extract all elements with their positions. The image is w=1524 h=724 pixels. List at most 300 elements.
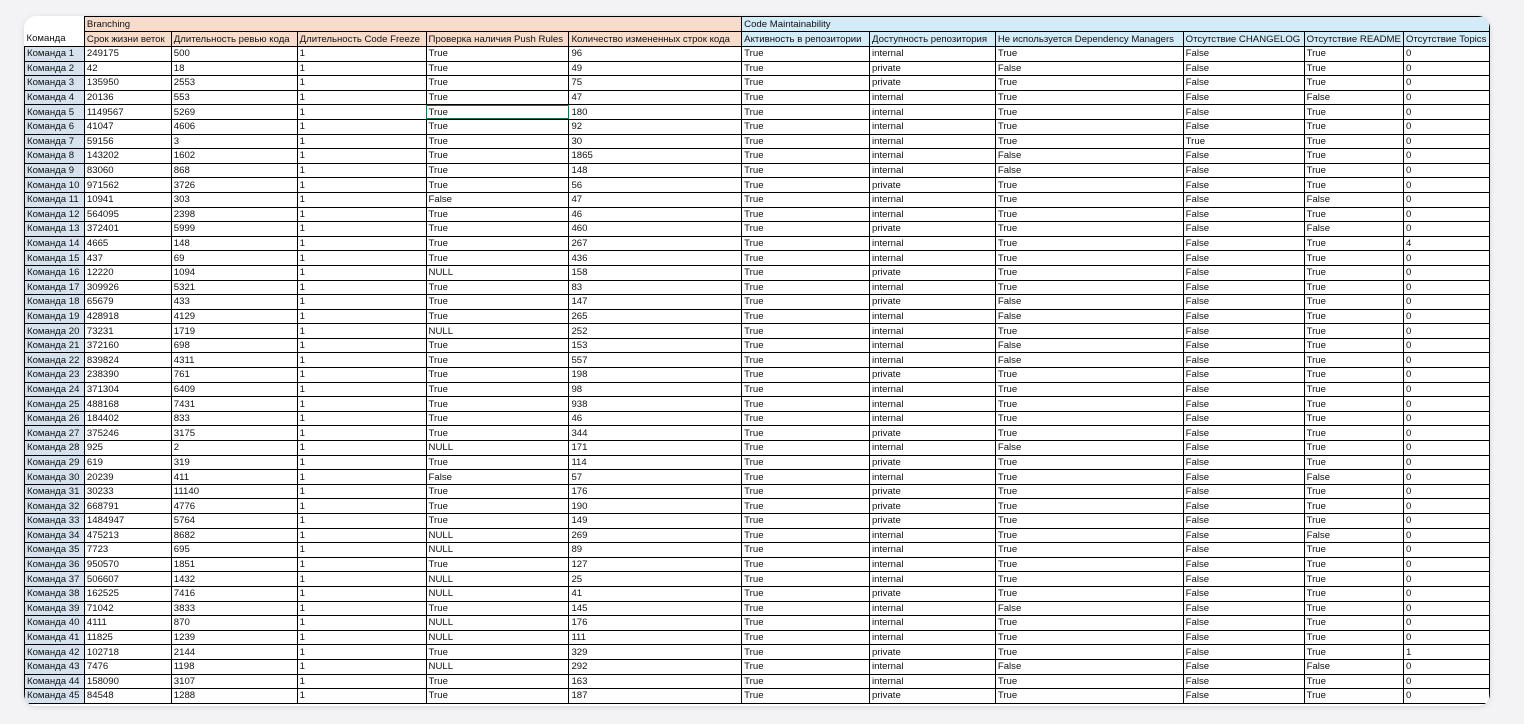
column-header[interactable]: Активность в репозитории — [742, 32, 870, 47]
table-cell[interactable]: True — [1304, 251, 1403, 266]
table-cell[interactable]: False — [1183, 338, 1304, 353]
table-cell[interactable]: 148 — [569, 163, 742, 178]
team-name-cell[interactable]: Команда 21 — [25, 338, 85, 353]
table-cell[interactable]: False — [1183, 514, 1304, 529]
table-cell[interactable]: 0 — [1403, 528, 1489, 543]
table-cell[interactable]: 1 — [297, 426, 426, 441]
table-cell[interactable]: NULL — [426, 528, 569, 543]
table-cell[interactable]: 698 — [171, 338, 297, 353]
table-cell[interactable]: True — [1304, 674, 1403, 689]
table-cell[interactable]: 1 — [297, 455, 426, 470]
team-name-cell[interactable]: Команда 38 — [25, 586, 85, 601]
table-cell[interactable]: True — [995, 426, 1183, 441]
table-cell[interactable]: False — [1304, 222, 1403, 237]
table-cell[interactable]: 1 — [297, 265, 426, 280]
table-cell[interactable]: 83060 — [84, 163, 171, 178]
table-cell[interactable]: True — [742, 353, 870, 368]
table-cell[interactable]: True — [1304, 163, 1403, 178]
table-cell[interactable]: 42 — [84, 61, 171, 76]
table-cell[interactable]: 1 — [297, 251, 426, 266]
table-cell[interactable]: 564095 — [84, 207, 171, 222]
table-cell[interactable]: 69 — [171, 251, 297, 266]
table-cell[interactable]: 162525 — [84, 586, 171, 601]
table-cell[interactable]: 0 — [1403, 47, 1489, 62]
table-cell[interactable]: True — [1304, 484, 1403, 499]
team-name-cell[interactable]: Команда 45 — [25, 689, 85, 704]
table-cell[interactable]: True — [1304, 543, 1403, 558]
table-cell[interactable]: 0 — [1403, 90, 1489, 105]
table-cell[interactable]: 158090 — [84, 674, 171, 689]
table-cell[interactable]: private — [870, 586, 996, 601]
table-cell[interactable]: True — [995, 586, 1183, 601]
column-header[interactable]: Отсутствие README — [1304, 32, 1403, 47]
table-cell[interactable]: True — [426, 397, 569, 412]
table-cell[interactable]: True — [742, 324, 870, 339]
table-cell[interactable]: 1 — [297, 90, 426, 105]
team-name-cell[interactable]: Команда 27 — [25, 426, 85, 441]
table-cell[interactable]: True — [426, 514, 569, 529]
column-header[interactable]: Отсутствие Topics — [1403, 32, 1489, 47]
table-cell[interactable]: 1602 — [171, 149, 297, 164]
table-cell[interactable]: True — [995, 382, 1183, 397]
table-cell[interactable]: 11825 — [84, 630, 171, 645]
table-cell[interactable]: True — [742, 280, 870, 295]
table-cell[interactable]: 59156 — [84, 134, 171, 149]
table-cell[interactable]: internal — [870, 441, 996, 456]
table-cell[interactable]: True — [995, 178, 1183, 193]
table-cell[interactable]: True — [742, 572, 870, 587]
table-cell[interactable]: 12220 — [84, 265, 171, 280]
table-cell[interactable]: 1 — [297, 674, 426, 689]
table-cell[interactable]: 1 — [297, 76, 426, 91]
team-name-cell[interactable]: Команда 42 — [25, 645, 85, 660]
team-name-cell[interactable]: Команда 23 — [25, 368, 85, 383]
team-name-cell[interactable]: Команда 15 — [25, 251, 85, 266]
table-cell[interactable]: internal — [870, 353, 996, 368]
team-name-cell[interactable]: Команда 25 — [25, 397, 85, 412]
table-cell[interactable]: True — [1304, 178, 1403, 193]
table-cell[interactable]: True — [995, 397, 1183, 412]
table-cell[interactable]: 84548 — [84, 689, 171, 704]
table-cell[interactable]: 553 — [171, 90, 297, 105]
table-cell[interactable]: False — [1183, 61, 1304, 76]
table-cell[interactable]: True — [1304, 76, 1403, 91]
team-name-cell[interactable]: Команда 43 — [25, 659, 85, 674]
table-cell[interactable]: internal — [870, 149, 996, 164]
table-cell[interactable]: 1 — [297, 572, 426, 587]
table-cell[interactable]: True — [995, 514, 1183, 529]
table-cell[interactable]: NULL — [426, 586, 569, 601]
table-cell[interactable]: 761 — [171, 368, 297, 383]
table-cell[interactable]: 371304 — [84, 382, 171, 397]
team-name-cell[interactable]: Команда 17 — [25, 280, 85, 295]
table-cell[interactable]: 1 — [297, 645, 426, 660]
table-cell[interactable]: False — [995, 163, 1183, 178]
table-cell[interactable]: 3726 — [171, 178, 297, 193]
table-cell[interactable]: 0 — [1403, 586, 1489, 601]
table-cell[interactable]: True — [1304, 134, 1403, 149]
table-cell[interactable]: True — [995, 557, 1183, 572]
team-name-cell[interactable]: Команда 41 — [25, 630, 85, 645]
table-cell[interactable]: internal — [870, 630, 996, 645]
table-cell[interactable]: True — [1304, 514, 1403, 529]
table-cell[interactable]: 20239 — [84, 470, 171, 485]
table-cell[interactable]: True — [1304, 645, 1403, 660]
table-cell[interactable]: 238390 — [84, 368, 171, 383]
team-name-cell[interactable]: Команда 39 — [25, 601, 85, 616]
table-cell[interactable]: 0 — [1403, 470, 1489, 485]
table-cell[interactable]: 41047 — [84, 119, 171, 134]
table-cell[interactable]: False — [995, 61, 1183, 76]
table-cell[interactable]: 971562 — [84, 178, 171, 193]
table-cell[interactable]: 0 — [1403, 455, 1489, 470]
table-cell[interactable]: 265 — [569, 309, 742, 324]
table-cell[interactable]: True — [995, 484, 1183, 499]
table-cell[interactable]: True — [426, 674, 569, 689]
table-cell[interactable]: 4606 — [171, 119, 297, 134]
table-cell[interactable]: False — [1183, 90, 1304, 105]
table-cell[interactable]: True — [742, 119, 870, 134]
team-name-cell[interactable]: Команда 40 — [25, 616, 85, 631]
table-cell[interactable]: True — [1304, 338, 1403, 353]
table-cell[interactable]: True — [426, 295, 569, 310]
table-cell[interactable]: 0 — [1403, 382, 1489, 397]
column-header[interactable]: Длительность ревью кода — [171, 32, 297, 47]
table-cell[interactable]: 149 — [569, 514, 742, 529]
team-name-cell[interactable]: Команда 26 — [25, 411, 85, 426]
table-cell[interactable]: 180 — [569, 105, 742, 120]
table-cell[interactable]: False — [1183, 280, 1304, 295]
table-cell[interactable]: 1 — [297, 470, 426, 485]
table-cell[interactable]: 1 — [297, 192, 426, 207]
table-cell[interactable]: 1865 — [569, 149, 742, 164]
table-cell[interactable]: False — [1183, 265, 1304, 280]
table-cell[interactable]: True — [426, 455, 569, 470]
table-cell[interactable]: False — [1183, 674, 1304, 689]
table-cell[interactable]: 375246 — [84, 426, 171, 441]
table-cell[interactable]: True — [426, 645, 569, 660]
table-cell[interactable]: private — [870, 689, 996, 704]
table-cell[interactable]: True — [742, 368, 870, 383]
table-cell[interactable]: 1 — [297, 616, 426, 631]
table-cell[interactable]: True — [426, 61, 569, 76]
table-cell[interactable]: 0 — [1403, 674, 1489, 689]
team-name-cell[interactable]: Команда 14 — [25, 236, 85, 251]
table-cell[interactable]: 0 — [1403, 659, 1489, 674]
team-name-cell[interactable]: Команда 37 — [25, 572, 85, 587]
table-cell[interactable]: 1 — [1403, 645, 1489, 660]
table-cell[interactable]: 145 — [569, 601, 742, 616]
table-cell[interactable]: 1 — [297, 61, 426, 76]
table-cell[interactable]: 171 — [569, 441, 742, 456]
table-cell[interactable]: 25 — [569, 572, 742, 587]
table-cell[interactable]: 1 — [297, 119, 426, 134]
table-cell[interactable]: 127 — [569, 557, 742, 572]
table-cell[interactable]: True — [742, 251, 870, 266]
table-cell[interactable]: 147 — [569, 295, 742, 310]
table-cell[interactable]: False — [1183, 119, 1304, 134]
table-cell[interactable]: False — [1183, 426, 1304, 441]
table-cell[interactable]: False — [1183, 616, 1304, 631]
table-cell[interactable]: 1 — [297, 105, 426, 120]
table-cell[interactable]: True — [1304, 455, 1403, 470]
table-cell[interactable]: private — [870, 368, 996, 383]
table-cell[interactable]: internal — [870, 105, 996, 120]
table-cell[interactable]: 47 — [569, 192, 742, 207]
table-cell[interactable]: 619 — [84, 455, 171, 470]
table-cell[interactable]: 4776 — [171, 499, 297, 514]
table-cell[interactable]: True — [426, 411, 569, 426]
table-cell[interactable]: 372160 — [84, 338, 171, 353]
group-code-maintainability[interactable]: Code Maintainability — [742, 17, 1490, 32]
table-cell[interactable]: 4129 — [171, 309, 297, 324]
table-cell[interactable]: internal — [870, 134, 996, 149]
table-cell[interactable]: True — [426, 499, 569, 514]
table-cell[interactable]: False — [1183, 528, 1304, 543]
table-cell[interactable]: True — [742, 149, 870, 164]
table-cell[interactable]: 73231 — [84, 324, 171, 339]
table-cell[interactable]: 1 — [297, 557, 426, 572]
table-cell[interactable]: 1 — [297, 630, 426, 645]
table-cell[interactable]: 249175 — [84, 47, 171, 62]
table-cell[interactable]: 4665 — [84, 236, 171, 251]
table-cell[interactable]: True — [426, 689, 569, 704]
table-cell[interactable]: 190 — [569, 499, 742, 514]
table-cell[interactable]: True — [742, 411, 870, 426]
table-cell[interactable]: False — [995, 601, 1183, 616]
table-cell[interactable]: 0 — [1403, 192, 1489, 207]
table-cell[interactable]: True — [742, 397, 870, 412]
table-cell[interactable]: True — [1304, 586, 1403, 601]
column-header[interactable]: Срок жизни веток — [84, 32, 171, 47]
table-cell[interactable]: True — [426, 601, 569, 616]
table-cell[interactable]: 75 — [569, 76, 742, 91]
table-cell[interactable]: True — [426, 178, 569, 193]
table-cell[interactable]: 4311 — [171, 353, 297, 368]
table-cell[interactable]: True — [995, 543, 1183, 558]
table-cell[interactable]: internal — [870, 90, 996, 105]
table-cell[interactable]: True — [995, 499, 1183, 514]
table-cell[interactable]: True — [426, 222, 569, 237]
table-cell[interactable]: 1 — [297, 382, 426, 397]
table-cell[interactable]: 506607 — [84, 572, 171, 587]
table-cell[interactable]: 57 — [569, 470, 742, 485]
team-name-cell[interactable]: Команда 2 — [25, 61, 85, 76]
table-cell[interactable]: True — [426, 236, 569, 251]
table-cell[interactable]: True — [742, 47, 870, 62]
table-cell[interactable]: 1 — [297, 163, 426, 178]
table-cell[interactable]: 0 — [1403, 411, 1489, 426]
table-cell[interactable]: True — [995, 236, 1183, 251]
table-cell[interactable]: False — [1183, 659, 1304, 674]
table-cell[interactable]: 83 — [569, 280, 742, 295]
table-cell[interactable]: False — [1183, 178, 1304, 193]
table-cell[interactable]: False — [1183, 76, 1304, 91]
table-cell[interactable]: 0 — [1403, 514, 1489, 529]
table-cell[interactable]: private — [870, 514, 996, 529]
table-cell[interactable]: False — [1183, 484, 1304, 499]
table-cell[interactable]: 1 — [297, 411, 426, 426]
table-cell[interactable]: True — [1304, 601, 1403, 616]
table-cell[interactable]: 0 — [1403, 163, 1489, 178]
table-cell[interactable]: 1 — [297, 499, 426, 514]
table-cell[interactable]: internal — [870, 411, 996, 426]
table-cell[interactable]: 1 — [297, 484, 426, 499]
table-cell[interactable]: 135950 — [84, 76, 171, 91]
table-cell[interactable]: 1 — [297, 134, 426, 149]
table-cell[interactable]: 46 — [569, 207, 742, 222]
table-cell[interactable]: private — [870, 295, 996, 310]
table-cell[interactable]: True — [426, 105, 569, 120]
table-cell[interactable]: internal — [870, 382, 996, 397]
table-cell[interactable]: 0 — [1403, 76, 1489, 91]
table-cell[interactable]: 1 — [297, 397, 426, 412]
table-cell[interactable]: 0 — [1403, 572, 1489, 587]
table-cell[interactable]: 0 — [1403, 616, 1489, 631]
table-cell[interactable]: True — [742, 163, 870, 178]
table-cell[interactable]: 0 — [1403, 324, 1489, 339]
team-name-cell[interactable]: Команда 35 — [25, 543, 85, 558]
table-cell[interactable]: False — [1183, 192, 1304, 207]
team-name-cell[interactable]: Команда 33 — [25, 514, 85, 529]
team-name-cell[interactable]: Команда 5 — [25, 105, 85, 120]
table-cell[interactable]: True — [742, 178, 870, 193]
table-cell[interactable]: True — [742, 207, 870, 222]
table-cell[interactable]: 5269 — [171, 105, 297, 120]
table-cell[interactable]: 0 — [1403, 134, 1489, 149]
team-name-cell[interactable]: Команда 28 — [25, 441, 85, 456]
table-cell[interactable]: 92 — [569, 119, 742, 134]
table-cell[interactable]: 111 — [569, 630, 742, 645]
table-cell[interactable]: True — [995, 674, 1183, 689]
table-cell[interactable]: False — [1183, 295, 1304, 310]
table-cell[interactable]: True — [1304, 324, 1403, 339]
table-cell[interactable]: 695 — [171, 543, 297, 558]
table-cell[interactable]: 46 — [569, 411, 742, 426]
table-cell[interactable]: 437 — [84, 251, 171, 266]
table-cell[interactable]: True — [742, 309, 870, 324]
table-cell[interactable]: True — [426, 90, 569, 105]
table-cell[interactable]: internal — [870, 397, 996, 412]
table-cell[interactable]: 71042 — [84, 601, 171, 616]
table-cell[interactable]: 1719 — [171, 324, 297, 339]
table-cell[interactable]: True — [995, 411, 1183, 426]
table-cell[interactable]: True — [426, 207, 569, 222]
group-branching[interactable]: Branching — [84, 17, 741, 32]
team-name-cell[interactable]: Команда 22 — [25, 353, 85, 368]
table-cell[interactable]: False — [1183, 397, 1304, 412]
table-cell[interactable]: internal — [870, 236, 996, 251]
table-cell[interactable]: 8682 — [171, 528, 297, 543]
table-cell[interactable]: 1 — [297, 236, 426, 251]
team-name-cell[interactable]: Команда 10 — [25, 178, 85, 193]
table-cell[interactable]: 1198 — [171, 659, 297, 674]
table-cell[interactable]: False — [995, 295, 1183, 310]
table-cell[interactable]: private — [870, 222, 996, 237]
table-cell[interactable]: NULL — [426, 265, 569, 280]
table-cell[interactable]: False — [995, 338, 1183, 353]
table-cell[interactable]: False — [1183, 324, 1304, 339]
table-cell[interactable]: False — [1183, 207, 1304, 222]
table-cell[interactable]: True — [742, 76, 870, 91]
table-cell[interactable]: True — [426, 557, 569, 572]
table-cell[interactable]: False — [1183, 163, 1304, 178]
table-cell[interactable]: 1 — [297, 368, 426, 383]
table-cell[interactable]: 7476 — [84, 659, 171, 674]
table-cell[interactable]: False — [995, 149, 1183, 164]
team-name-cell[interactable]: Команда 11 — [25, 192, 85, 207]
table-cell[interactable]: True — [742, 470, 870, 485]
table-cell[interactable]: True — [742, 105, 870, 120]
team-name-cell[interactable]: Команда 9 — [25, 163, 85, 178]
table-cell[interactable]: NULL — [426, 543, 569, 558]
table-cell[interactable]: True — [742, 630, 870, 645]
table-cell[interactable]: False — [1183, 236, 1304, 251]
table-cell[interactable]: True — [426, 119, 569, 134]
table-cell[interactable]: True — [426, 163, 569, 178]
team-name-cell[interactable]: Команда 34 — [25, 528, 85, 543]
table-cell[interactable]: 96 — [569, 47, 742, 62]
table-cell[interactable]: True — [426, 382, 569, 397]
table-cell[interactable]: True — [742, 543, 870, 558]
table-cell[interactable]: True — [742, 689, 870, 704]
table-cell[interactable]: 1288 — [171, 689, 297, 704]
table-cell[interactable]: 2 — [171, 441, 297, 456]
table-cell[interactable]: internal — [870, 280, 996, 295]
table-cell[interactable]: 500 — [171, 47, 297, 62]
table-cell[interactable]: False — [1183, 441, 1304, 456]
table-cell[interactable]: True — [995, 222, 1183, 237]
table-cell[interactable]: 1 — [297, 528, 426, 543]
table-cell[interactable]: True — [742, 499, 870, 514]
table-cell[interactable]: 1094 — [171, 265, 297, 280]
table-cell[interactable]: True — [742, 338, 870, 353]
table-cell[interactable]: 7723 — [84, 543, 171, 558]
table-cell[interactable]: True — [426, 47, 569, 62]
table-cell[interactable]: 1432 — [171, 572, 297, 587]
table-cell[interactable]: True — [1183, 134, 1304, 149]
table-cell[interactable]: True — [1304, 426, 1403, 441]
table-cell[interactable]: False — [1183, 222, 1304, 237]
team-name-cell[interactable]: Команда 4 — [25, 90, 85, 105]
table-cell[interactable]: True — [426, 368, 569, 383]
table-cell[interactable]: 1 — [297, 586, 426, 601]
table-cell[interactable]: True — [1304, 572, 1403, 587]
table-cell[interactable]: True — [742, 134, 870, 149]
table-cell[interactable]: NULL — [426, 659, 569, 674]
table-cell[interactable]: 0 — [1403, 61, 1489, 76]
table-cell[interactable]: 0 — [1403, 251, 1489, 266]
table-cell[interactable]: True — [742, 659, 870, 674]
table-cell[interactable]: 0 — [1403, 353, 1489, 368]
table-cell[interactable]: 11140 — [171, 484, 297, 499]
table-cell[interactable]: 269 — [569, 528, 742, 543]
table-cell[interactable]: False — [1183, 368, 1304, 383]
table-cell[interactable]: 1 — [297, 514, 426, 529]
table-cell[interactable]: False — [1183, 382, 1304, 397]
table-cell[interactable]: 833 — [171, 411, 297, 426]
table-cell[interactable]: 319 — [171, 455, 297, 470]
table-cell[interactable]: 0 — [1403, 105, 1489, 120]
table-cell[interactable]: True — [1304, 353, 1403, 368]
table-cell[interactable]: 292 — [569, 659, 742, 674]
table-cell[interactable]: True — [1304, 411, 1403, 426]
table-cell[interactable]: False — [1183, 251, 1304, 266]
table-cell[interactable]: True — [426, 134, 569, 149]
table-cell[interactable]: internal — [870, 572, 996, 587]
table-cell[interactable]: True — [1304, 557, 1403, 572]
table-cell[interactable]: 18 — [171, 61, 297, 76]
